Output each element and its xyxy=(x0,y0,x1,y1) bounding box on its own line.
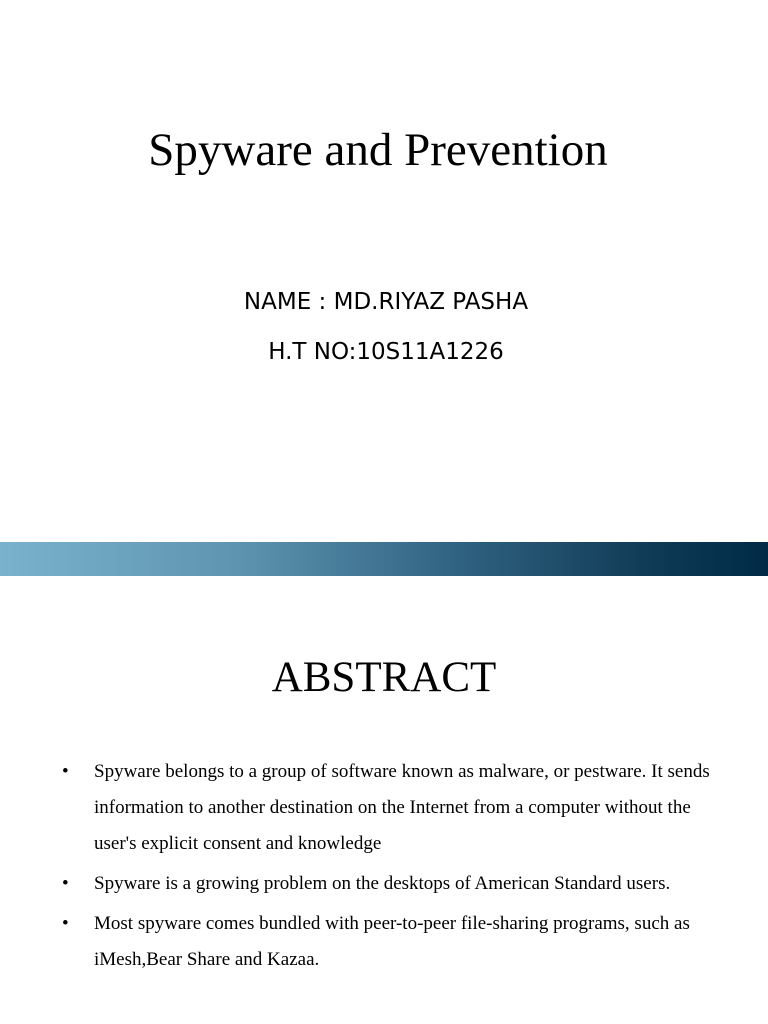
list-item xyxy=(62,754,712,862)
list-item xyxy=(62,906,712,978)
author-name: NAME : MD.RIYAZ PASHA xyxy=(243,289,529,315)
hall-ticket-number: H.T NO:10S11A1226 xyxy=(268,339,504,365)
bullet-icon: • xyxy=(62,913,69,934)
abstract-slide xyxy=(0,576,768,1024)
list-item xyxy=(62,866,712,902)
abstract-heading: ABSTRACT xyxy=(271,654,497,701)
presentation-title: Spyware and Prevention xyxy=(148,124,608,176)
bullet-text: Most spyware comes bundled with peer-to-peer file-sharing programs, such as iMesh,Bear Share and Kazaa. xyxy=(94,913,690,970)
bullet-icon: • xyxy=(62,873,69,894)
bullet-text: Spyware belongs to a group of software known as malware, or pestware. It sends information to another destination on the Internet from a computer without the user's explicit consent and knowledge xyxy=(94,761,710,854)
bullet-text: Spyware is a growing problem on the desktops of American Standard users. xyxy=(94,873,671,894)
bullet-icon: • xyxy=(62,761,69,782)
abstract-bullet-list xyxy=(62,754,712,982)
slide-divider-band xyxy=(0,542,768,576)
